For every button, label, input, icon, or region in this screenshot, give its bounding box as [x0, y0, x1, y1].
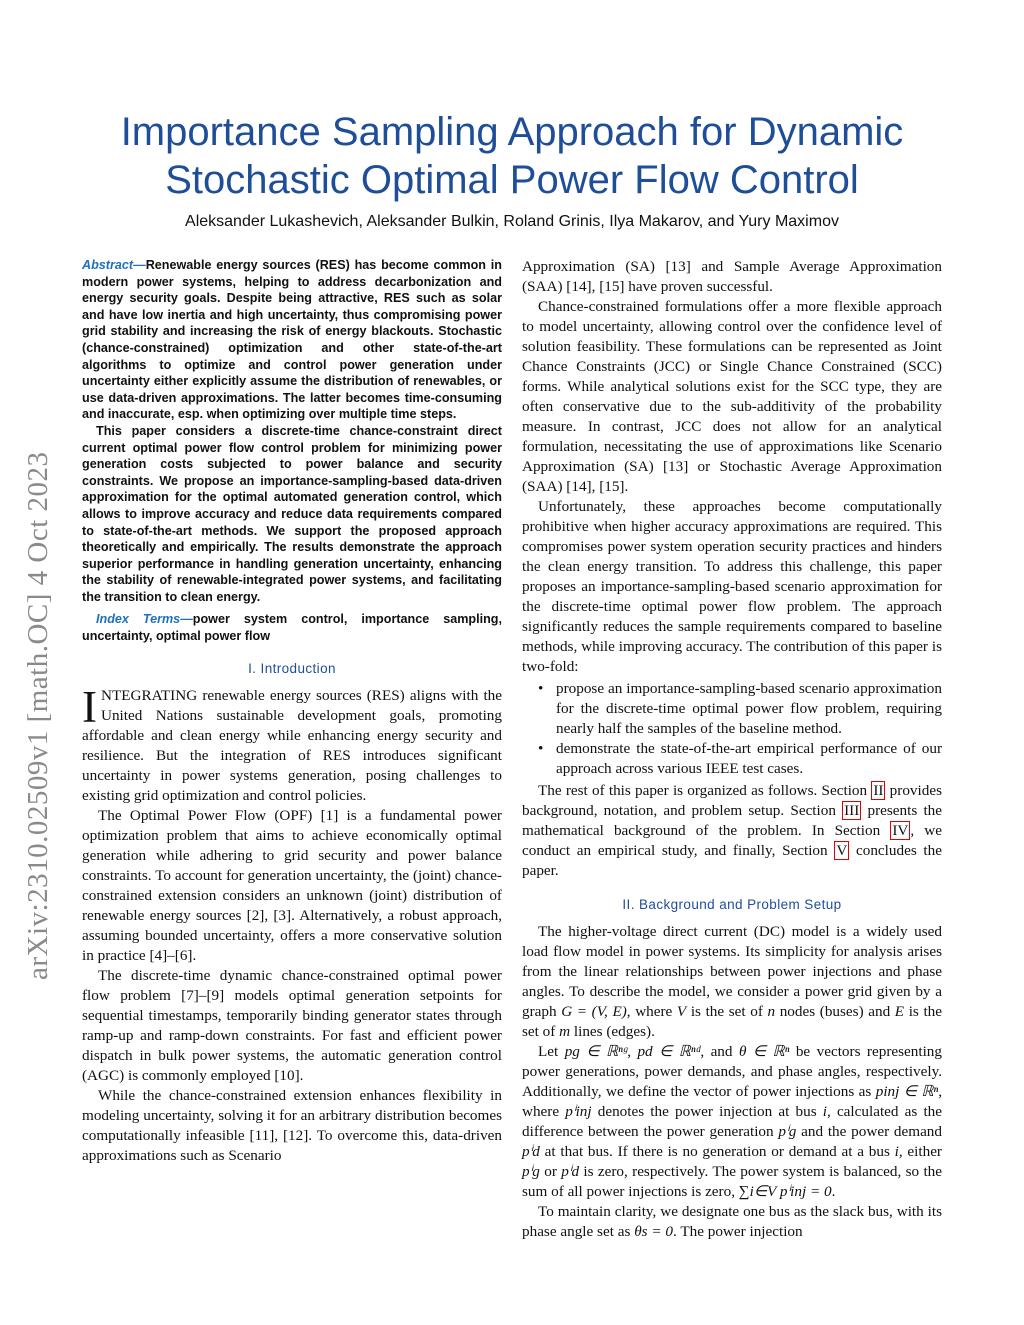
organization-text: , we conduct an empirical study, and finally, Section [522, 822, 942, 859]
abstract-label: Abstract— [82, 258, 146, 272]
background-text: be vectors representing power generations, power demands, and phase angles, respectively. Additionally, we define the vector of power injections as [522, 1043, 942, 1100]
background-text: Let [538, 1043, 565, 1060]
math-sum: ∑i∈V pⁱinj = 0 [738, 1183, 832, 1200]
author-list: Aleksander Lukashevich, Aleksander Bulkin, Roland Grinis, Ilya Makarov, and Yury Maximov [185, 213, 839, 230]
bullet-icon: • [538, 740, 544, 757]
math-v: V [676, 1003, 687, 1020]
background-text: . [831, 1183, 836, 1200]
intro-paragraph-5: Chance-constrained formulations offer a more flexible approach to model uncertainty, allowing control over the confidence level of solution feasibility. These formulations can be represented as Joint Chance Constraints (JCC) or Single Chance Constrained (SCC) forms. While analytical solutions exist for the SCC type, they are often conservative due to the sub-additivity of the probability measure. In contrast, JCC does not allow for an analytical formulation, necessitating the use of approximations like Scenario Approximation (SA) [13] or Stochastic Average Approximation (SAA) [14], [15]. [522, 298, 942, 495]
intro-paragraph-3: The discrete-time dynamic chance-constrained optimal power flow problem [7]–[9] models optimal generation setpoints for sequential timestamps, temporarily binding generator states through ramp-up and ramp-down constraints. For fast and efficient power dispatch in bulk power systems, the automatic generation control (AGC) is commonly employed [10]. [82, 966, 502, 1084]
math-theta-s: θs = 0 [634, 1223, 673, 1240]
background-text: or [539, 1163, 562, 1180]
background-text: , calculated as the difference between the power generation [522, 1103, 943, 1140]
background-paragraph-3 [522, 1202, 942, 1242]
math-theta: θ ∈ ℝⁿ [738, 1043, 790, 1060]
organization-text: presents the mathematical background of the problem. In Section [522, 802, 943, 839]
abstract-text-1: Renewable energy sources (RES) has become common in modern power systems, helping to address decarbonization and energy security goals. Despite being attractive, RES such as solar and have low inertia and high uncertainty, thus compromising power grid stability and increasing the risk of energy blackouts. Stochastic (chance-constrained) optimization and other state-of-the-art algorithms to optimize and control power generation under uncertainty either explicitly assume the distribution of renewables, or use data-driven approximations. The latter becomes time-consuming and inaccurate, esp. when optimizing over multiple time steps. [82, 258, 502, 422]
intro-paragraph-6: Unfortunately, these approaches become computationally prohibitive when higher accuracy approximations are required. This compromises power system operation security practices and hinders the clean energy transition. To address this challenge, this paper proposes an importance-sampling-based scenario approximation for the discrete-time optimal power flow problem. The approach significantly reduces the sample requirements compared to baseline methods, while improving accuracy. The contribution of this paper is two-fold: [522, 498, 942, 675]
abstract-paragraph-1 [82, 257, 502, 423]
title-line-2: Stochastic Optimal Power Flow Control [165, 158, 859, 202]
left-column [82, 257, 502, 1166]
list-item [522, 739, 942, 779]
background-text: . The power injection [673, 1223, 803, 1240]
list-item [522, 679, 942, 739]
contribution-text-1: propose an importance-sampling-based scenario approximation for the discrete-time optimal power flow problem, requiring nearly half the samples of the baseline method. [556, 680, 942, 737]
background-text: To maintain clarity, we designate one bus as the slack bus, with its phase angle set as [522, 1203, 942, 1240]
math-pg-i: pⁱg [778, 1123, 797, 1140]
background-text: , either [898, 1143, 942, 1160]
contribution-text-2: demonstrate the state-of-the-art empirical performance of our approach across various IEEE test cases. [556, 740, 942, 777]
background-text: nodes (buses) and [775, 1003, 895, 1020]
section-link-iv[interactable]: IV [892, 822, 909, 839]
section-heading-background: II. Background and Problem Setup [622, 897, 842, 912]
math-pg: pg ∈ ℝⁿᵍ [564, 1043, 628, 1060]
math-graph: G = (V, E) [561, 1003, 627, 1020]
section-link-ii[interactable]: II [873, 782, 884, 799]
background-paragraph-2 [522, 1042, 942, 1202]
arxiv-identifier: arXiv:2310.02509v1 [math.OC] 4 Oct 2023 [22, 451, 54, 980]
intro-paragraph-1 [82, 681, 502, 806]
paper-title [100, 108, 924, 204]
organization-text: concludes the paper. [522, 842, 942, 879]
math-pinj-i: pⁱinj [565, 1103, 592, 1120]
section-link-iii[interactable]: III [844, 802, 860, 819]
math-pd: pd ∈ ℝⁿᵈ [637, 1043, 701, 1060]
background-text: , where [522, 1083, 942, 1120]
section-link-v[interactable]: V [836, 842, 848, 859]
math-pinj: pinj ∈ ℝⁿ [875, 1083, 939, 1100]
drop-cap: I [82, 681, 97, 732]
background-text: The higher-voltage direct current (DC) model is a widely used load flow model in power systems. Its simplicity for analysis arises from the linear relationships between power injections and phase angles. To describe the model, we consider a power grid given by a graph [522, 923, 942, 1020]
background-text: lines (edges). [570, 1023, 655, 1040]
math-e: E [894, 1003, 905, 1020]
background-text: is the set of [686, 1003, 768, 1020]
math-i: i [894, 1143, 899, 1160]
background-text: at that bus. If there is no generation or demand at a bus [539, 1143, 895, 1160]
index-terms [82, 611, 502, 644]
intro-paragraph-2: The Optimal Power Flow (OPF) [1] is a fundamental power optimization problem that aims to achieve economically optimal generation while adhering to grid security and power balance constraints. To account for generation uncertainty, the (joint) chance-constrained extension considers an unknown (joint) distribution of renewable energy sources [2], [3]. Alternatively, a robust approach, assuming bounded uncertainty, offers a more conservative solution in practice [4]–[6]. [82, 806, 502, 964]
background-paragraph-1 [522, 922, 942, 1042]
background-text: , and [700, 1043, 739, 1060]
organization-paragraph [522, 781, 942, 881]
math-n: n [767, 1003, 776, 1020]
math-pg-i: pⁱg [522, 1163, 540, 1180]
contribution-list [522, 679, 942, 779]
background-text: and the power demand [796, 1123, 942, 1140]
intro-text-1: NTEGRATING renewable energy sources (RES) aligns with the United Nations sustainable development goals, promoting affordable and clean energy while enhancing energy security and resilience. But the integration of RES introduces significant uncertainty in power systems generation, posing challenges to existing grid optimization and control policies. [82, 686, 502, 804]
section-heading-introduction: I. Introduction [248, 660, 336, 676]
abstract-paragraph-2: This paper considers a discrete-time chance-constraint direct current optimal power flow control problem for minimizing power generation costs subjected to power balance and security constraints. We propose an importance-sampling-based data-driven approximation for the optimal automated generation control, which allows to improve accuracy and reduce data requirements compared to state-of-the-art methods. We support the proposed approach theoretically and empirically. The results demonstrate the approach superior performance in handling generation uncertainty, enhancing the stability of renewable-integrated power systems, and facilitating the transition to clean energy. [82, 423, 502, 604]
background-text: denotes the power injection at bus [591, 1103, 823, 1120]
right-column [522, 257, 942, 1242]
background-text: is the set of [522, 1003, 942, 1040]
math-i: i [822, 1103, 827, 1120]
math-pd-i: pⁱd [522, 1143, 540, 1160]
intro-paragraph-4-continued: Approximation (SA) [13] and Sample Average Approximation (SAA) [14], [15] have proven successful. [522, 258, 942, 295]
background-text: , [627, 1043, 638, 1060]
math-m: m [559, 1023, 571, 1040]
index-terms-label: Index Terms— [96, 612, 193, 627]
index-terms-text: power system control, importance sampling, uncertainty, optimal power flow [82, 612, 502, 644]
background-text: , where [626, 1003, 677, 1020]
intro-paragraph-4: While the chance-constrained extension enhances flexibility in modeling uncertainty, solving it for an arbitrary distribution becomes computationally infeasible [11], [12]. To overcome this, data-driven approximations such as Scenario [82, 1086, 502, 1164]
title-line-1: Importance Sampling Approach for Dynamic [120, 110, 904, 154]
background-text: is zero, respectively. The power system is balanced, so the sum of all power injections is zero, [522, 1163, 942, 1200]
bullet-icon: • [538, 680, 544, 697]
math-pd-i: pⁱd [561, 1163, 580, 1180]
organization-text: The rest of this paper is organized as follows. Section [538, 782, 872, 799]
organization-text: provides background, notation, and problem setup. Section [522, 782, 942, 819]
